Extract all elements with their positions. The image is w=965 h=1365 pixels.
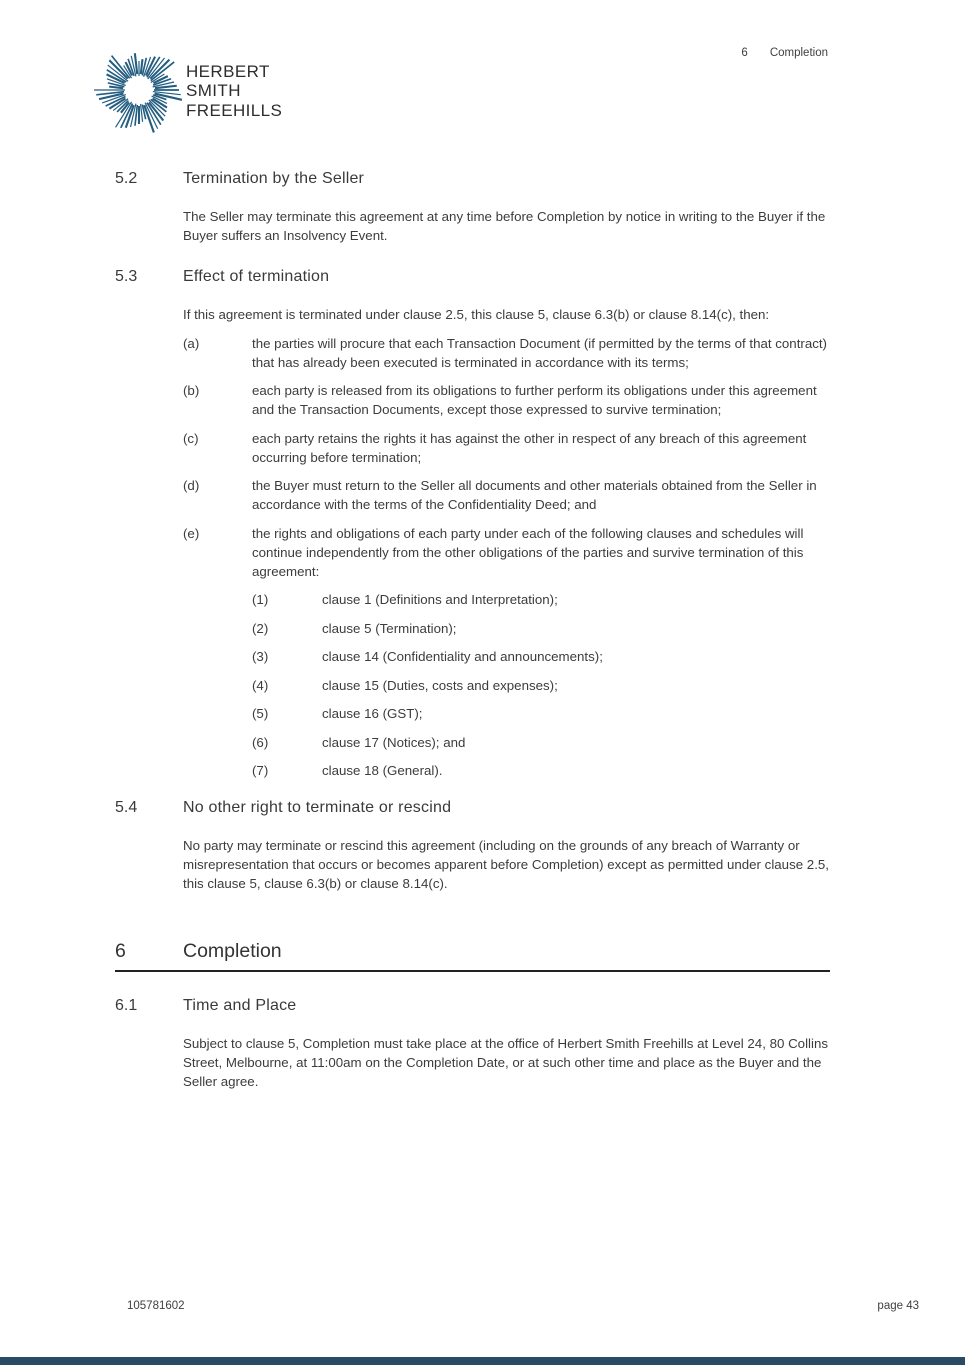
section-paragraph: Subject to clause 5, Completion must take place at the office of Herbert Smith Freehills at Level 24, 80 Collins Street, Melbourne, at 11:00am on the Completion Date, or at such other time and place as the Buyer and the Seller agree. bbox=[183, 1036, 828, 1089]
section-heading-5-2 bbox=[115, 168, 830, 189]
hsf-logo-wordmark bbox=[186, 62, 282, 120]
list-item-text: the Buyer must return to the Seller all documents and other materials obtained from the Seller in accordance with the terms of the Confidentiality Deed; and bbox=[252, 478, 817, 512]
section-title: No other right to terminate or rescind bbox=[183, 799, 452, 816]
section-title: Termination by the Seller bbox=[183, 170, 365, 187]
sublist-item-text: clause 5 (Termination); bbox=[322, 620, 457, 636]
logo-line: SMITH bbox=[186, 81, 241, 101]
sublist-item-label: (1) bbox=[252, 592, 269, 607]
list-item-label: (a) bbox=[183, 335, 200, 351]
sublist-item-text: clause 1 (Definitions and Interpretation); bbox=[322, 592, 558, 607]
sublist-item-text: clause 14 (Confidentiality and announcements); bbox=[322, 649, 603, 664]
running-header bbox=[741, 47, 828, 59]
footer-brand-bar bbox=[0, 1357, 965, 1365]
list-item-a bbox=[183, 334, 830, 372]
sublist-item-5 bbox=[252, 704, 830, 723]
sublist-item-label: (4) bbox=[252, 677, 269, 693]
sublist-item-label: (5) bbox=[252, 706, 269, 721]
list-item-b bbox=[183, 381, 830, 419]
sublist-item-text: clause 15 (Duties, costs and expenses); bbox=[322, 677, 558, 693]
chapter-number: 6 bbox=[115, 940, 126, 962]
section-title: Time and Place bbox=[183, 997, 297, 1014]
running-header-title: Completion bbox=[769, 47, 828, 59]
list-item-label: (c) bbox=[183, 430, 199, 446]
section-paragraph: If this agreement is terminated under clause 2.5, this clause 5, clause 6.3(b) or clause 8.14(c), then: bbox=[183, 307, 770, 322]
sublist-item-2 bbox=[252, 619, 830, 638]
list-item-label: (b) bbox=[183, 383, 200, 398]
list-item-text: each party retains the rights it has against the other in respect of any breach of this agreement occurring before termination; bbox=[252, 430, 807, 465]
logo-line: FREEHILLS bbox=[186, 100, 283, 120]
list-item-c bbox=[183, 429, 830, 467]
sublist-item-label: (3) bbox=[252, 649, 269, 664]
sublist-item-text: clause 16 (GST); bbox=[322, 706, 423, 721]
list-item-text: the parties will procure that each Transaction Document (if permitted by the terms of that contract) that has already been executed is terminated in accordance with its terms; bbox=[252, 335, 827, 370]
footer-page-number: page 43 bbox=[877, 1300, 919, 1312]
list-item-e bbox=[183, 524, 830, 581]
chapter-title: Completion bbox=[183, 940, 282, 962]
logo-line: HERBERT bbox=[186, 62, 270, 81]
hsf-sunburst-logo-icon bbox=[93, 44, 185, 136]
section-number: 6.1 bbox=[115, 997, 138, 1014]
section-number: 5.4 bbox=[115, 799, 138, 816]
sublist-item-4 bbox=[252, 676, 830, 695]
list-item-label: (d) bbox=[183, 478, 200, 493]
sublist-item-text: clause 18 (General). bbox=[322, 763, 443, 778]
sublist-item-label: (2) bbox=[252, 620, 269, 636]
sublist-item-6 bbox=[252, 733, 830, 752]
sublist-item-label: (6) bbox=[252, 734, 269, 750]
list-item-text: the rights and obligations of each party under each of the following clauses and schedules will continue independently from the other obligations of the parties and survive termination of this agreement: bbox=[252, 525, 804, 579]
list-item-label: (e) bbox=[183, 525, 200, 541]
section-number: 5.3 bbox=[115, 268, 138, 285]
document-body bbox=[115, 160, 830, 1091]
sublist-item-7 bbox=[252, 761, 830, 780]
sublist-item-text: clause 17 (Notices); and bbox=[322, 734, 466, 750]
sublist-item-1 bbox=[252, 590, 830, 609]
sublist-item-label: (7) bbox=[252, 763, 269, 778]
section-heading-5-3 bbox=[115, 266, 830, 287]
running-header-number: 6 bbox=[741, 47, 748, 59]
footer-document-number: 105781602 bbox=[127, 1300, 185, 1312]
section-paragraph: No party may terminate or rescind this agreement (including on the grounds of any breach of Warranty or misrepresentation that occurs or becomes apparent before Completion) except as permitted under clause 2.5, this clause 5, clause 6.3(b) or clause 8.14(c). bbox=[183, 838, 829, 891]
chapter-heading-6 bbox=[115, 938, 830, 972]
section-heading-5-4 bbox=[115, 797, 830, 818]
section-number: 5.2 bbox=[115, 170, 138, 187]
list-item-text: each party is released from its obligations to further perform its obligations under this agreement and the Transaction Documents, except those expressed to survive termination; bbox=[252, 383, 817, 417]
section-heading-6-1 bbox=[115, 995, 830, 1016]
sublist-item-3 bbox=[252, 647, 830, 666]
section-paragraph: The Seller may terminate this agreement at any time before Completion by notice in writing to the Buyer if the Buyer suffers an Insolvency Event. bbox=[183, 209, 826, 243]
section-title: Effect of termination bbox=[183, 268, 330, 285]
list-item-d bbox=[183, 476, 830, 514]
